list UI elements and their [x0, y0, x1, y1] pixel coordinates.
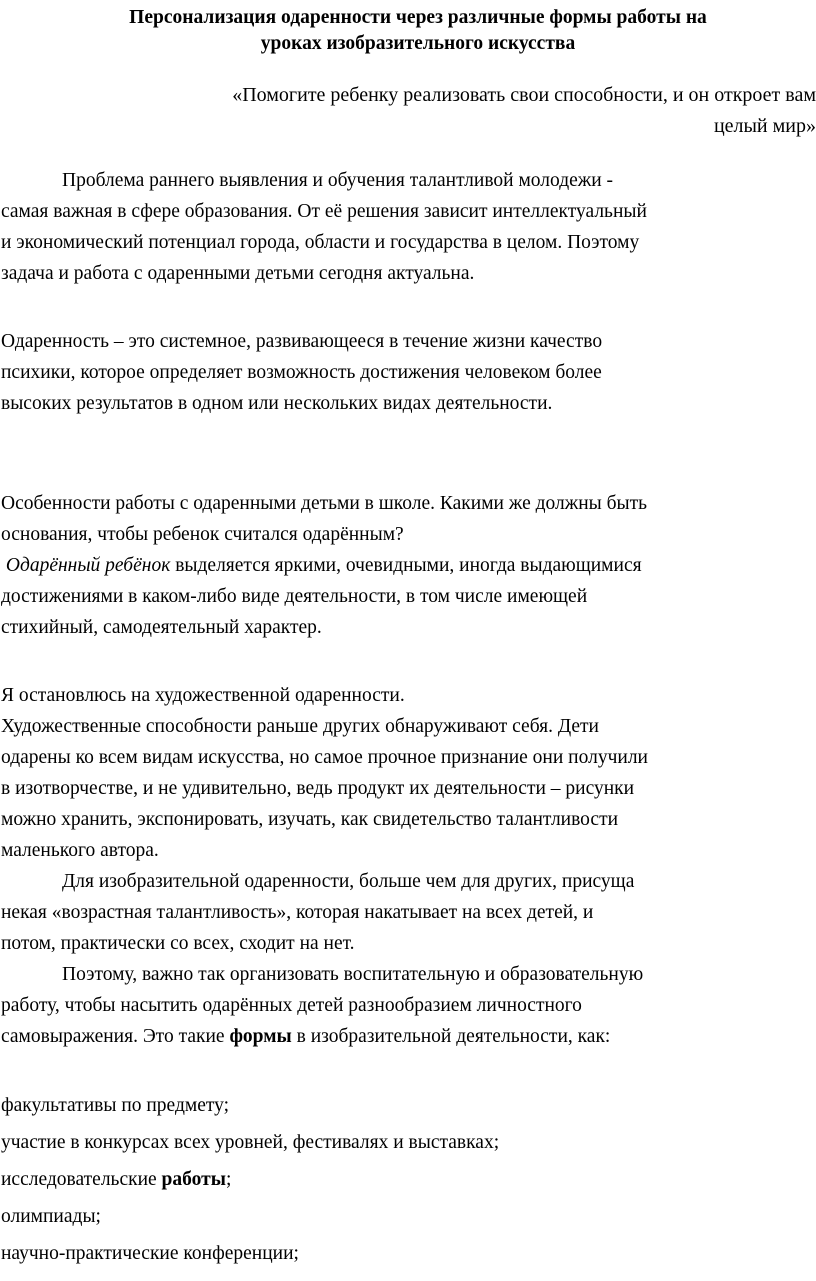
list-item-text: исследовательские	[1, 1169, 162, 1190]
paragraph-school-work	[1, 488, 816, 550]
paragraph-line: Поэтому, важно так организовать воспитательную и образовательную	[62, 964, 644, 985]
epigraph-line-2: целый мир»	[713, 115, 816, 137]
list-item	[1, 1161, 816, 1198]
paragraph-line: Я остановлюсь на художественной одаренности.	[1, 685, 405, 706]
paragraph-line: и экономический потенциал города, области и государства в целом. Поэтому	[1, 232, 640, 253]
paragraph-line: стихийный, самодеятельный характер.	[1, 617, 322, 638]
paragraph-text: в изобразительной деятельности, как:	[291, 1026, 611, 1047]
paragraph-artistic	[1, 680, 816, 1052]
paragraph-gifted-child	[1, 550, 816, 643]
list-item: участие в конкурсах всех уровней, фестивалях и выставках;	[1, 1132, 500, 1153]
paragraph-line: одарены ко всем видам искусства, но самое прочное признание они получили	[1, 747, 648, 768]
paragraph-text: выделяется яркими, очевидными, иногда выдающимися	[170, 555, 642, 576]
paragraph-line: маленького автора.	[1, 840, 159, 861]
epigraph-line-1: «Помогите ребенку реализовать свои способности, и он откроет вам	[232, 84, 816, 106]
paragraph-line: Для изобразительной одаренности, больше чем для других, присуща	[62, 871, 635, 892]
paragraph-line: психики, которое определяет возможность достижения человеком более	[1, 362, 602, 383]
bold-term-works: работы	[161, 1169, 226, 1190]
paragraph-giftedness-definition	[1, 326, 816, 419]
paragraph-line: Особенности работы с одаренными детьми в школе. Какими же должны быть	[1, 493, 648, 514]
paragraph-line: работу, чтобы насытить одарённых детей разнообразием личностного	[1, 995, 582, 1016]
title-line-2: уроках изобразительного искусства	[260, 33, 576, 54]
paragraph-line: достижениями в каком-либо виде деятельности, в том числе имеющей	[1, 586, 588, 607]
bold-term-forms: формы	[229, 1026, 292, 1047]
paragraph-line: Одаренность – это системное, развивающееся в течение жизни качество	[1, 331, 603, 352]
paragraph-line	[1, 1021, 816, 1052]
forms-list	[1, 1087, 816, 1272]
paragraph-text: самовыражения. Это такие	[1, 1026, 230, 1047]
document-title	[0, 5, 816, 57]
paragraph-problem	[1, 165, 816, 289]
paragraph-line: некая «возрастная талантливость», которая накатывает на всех детей, и	[1, 902, 594, 923]
paragraph-line: потом, практически со всех, сходит на нет.	[1, 933, 355, 954]
paragraph-line: Проблема раннего выявления и обучения талантливой молодежи -	[62, 170, 614, 191]
list-item: факультативы по предмету;	[1, 1095, 230, 1116]
list-item: олимпиады;	[1, 1206, 101, 1227]
paragraph-line: Художественные способности раньше других обнаруживают себя. Дети	[1, 716, 599, 737]
paragraph-line: основания, чтобы ребенок считался одарённым?	[1, 524, 404, 545]
paragraph-line	[1, 550, 816, 581]
paragraph-line: в изотворчестве, и не удивительно, ведь продукт их деятельности – рисунки	[1, 778, 635, 799]
paragraph-line: задача и работа с одаренными детьми сегодня актуальна.	[1, 263, 475, 284]
italic-term: Одарённый ребёнок	[5, 555, 171, 576]
paragraph-line: можно хранить, экспонировать, изучать, как свидетельство талантливости	[1, 809, 619, 830]
title-line-1: Персонализация одаренности через различные формы работы на	[129, 7, 707, 28]
list-item: научно-практические конференции;	[1, 1243, 299, 1264]
paragraph-line: самая важная в сфере образования. От её решения зависит интеллектуальный	[1, 201, 647, 222]
epigraph	[60, 80, 816, 142]
list-item-text: ;	[225, 1169, 232, 1190]
paragraph-line: высоких результатов в одном или нескольких видах деятельности.	[1, 393, 553, 414]
